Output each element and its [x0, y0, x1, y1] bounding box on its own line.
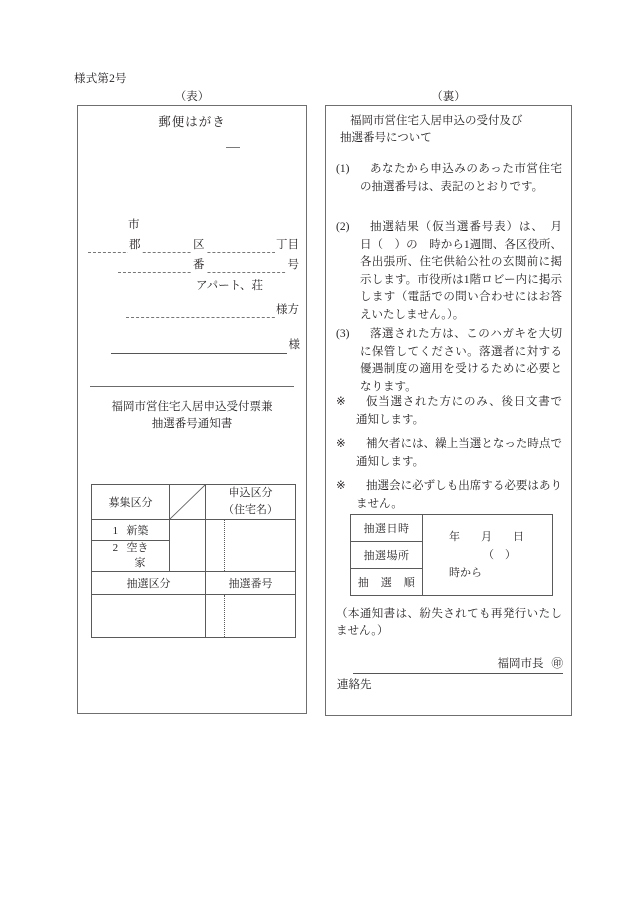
front-form-title-line1: 福岡市営住宅入居申込受付票兼: [111, 401, 273, 413]
postcard-front: [77, 105, 307, 714]
notice-item-1-text: あなたから申込みのあった市営住宅の抽選番号は、表記のとおりです。: [360, 163, 562, 193]
cell-lottery-venue-label: 抽選場所: [351, 542, 423, 569]
address-sama-label: 様: [287, 337, 301, 354]
postcard-label: 郵便はがき: [158, 115, 226, 129]
notice-item-1: [336, 161, 562, 196]
notice-note-1: [336, 394, 562, 429]
table-row: [92, 485, 296, 520]
cell-diagonal-divider: [170, 485, 206, 520]
notice-item-2: [336, 219, 574, 324]
notice-item-2-text: 抽選結果（仮当選番号表）は、 月 日（ ）の 時から1週間、各区役所、各出張所、住宅供給公社の玄関前に掲示します。市役所は1階ロビー内に掲示します（電話での問い合わせにはお答えいたしません。）。: [360, 221, 574, 321]
lottery-value-line1: 年 月 日: [449, 531, 529, 543]
front-form-title: [78, 399, 306, 433]
cell-lottery-order-label: 抽 選 順: [351, 569, 423, 596]
back-side-caption: （裏）: [431, 91, 466, 103]
form-number: 様式第2号: [74, 73, 127, 85]
table-row: [92, 520, 296, 541]
address-line-samakata: [126, 302, 300, 319]
address-ban-label: 番: [192, 257, 206, 274]
front-divider: [90, 386, 294, 387]
back-form-title-line1: 福岡市営住宅入居申込の受付及び: [350, 115, 523, 127]
lottery-schedule-table: [350, 514, 553, 596]
notice-note-2: [336, 436, 562, 471]
moushikomi-header-line1: 申込区分: [228, 487, 273, 499]
address-recipient-name-line: [111, 337, 300, 354]
note-2-marker-icon: ※: [336, 438, 346, 450]
mayor-signature-line: [353, 655, 563, 674]
moushikomi-header-line2: （住宅名）: [223, 504, 278, 516]
note-3-text: 抽選会に必ずしも出席する必要はありません。: [356, 480, 562, 510]
category-1-label: 新築: [126, 525, 149, 537]
notice-item-2-marker: (2): [336, 221, 350, 233]
table-row: [92, 595, 296, 638]
category-2-number: 2: [112, 542, 119, 554]
cell-boshu-kubun-header: 募集区分: [92, 485, 170, 520]
notice-item-3-text: 落選された方は、このハガキを大切に保管してください。落選者に対する優遇制度の適用を受けるために必要となります。: [360, 328, 562, 393]
cell-moushikomi-kubun-header: [206, 485, 296, 520]
postcard-back: [325, 105, 572, 716]
note-3-marker-icon: ※: [336, 480, 346, 492]
address-line-ban-gou: [118, 257, 300, 274]
reissue-disclaimer: （本通知書は、紛失されても再発行いたしません。）: [336, 608, 562, 637]
notice-item-3-marker: (3): [336, 328, 350, 340]
category-2-label-line1: 空き: [126, 542, 149, 554]
address-line-gun-ku-chome: [88, 237, 300, 254]
address-chome-label: 丁目: [275, 237, 300, 254]
cell-category-row-1: [92, 520, 170, 541]
address-gou-label: 号: [287, 257, 301, 274]
cell-category-value-blank[interactable]: [170, 520, 206, 572]
address-ku-label: 区: [192, 237, 206, 254]
postal-code-dash-icon: [226, 147, 240, 148]
notice-item-1-marker: (1): [336, 163, 350, 175]
cell-chusen-bango-header: 抽選番号: [206, 572, 296, 595]
note-1-marker-icon: ※: [336, 396, 346, 408]
diagonal-line-icon: [170, 485, 205, 519]
cell-lottery-schedule-value[interactable]: [423, 515, 553, 596]
notice-note-3: [336, 478, 562, 513]
category-1-number: 1: [112, 525, 119, 537]
dotted-divider: [224, 520, 225, 571]
application-category-table: [91, 484, 296, 638]
cell-lottery-datetime-label: 抽選日時: [351, 515, 423, 542]
address-dash-line: [118, 272, 300, 273]
address-dash-line: [126, 317, 300, 318]
table-row: [351, 515, 553, 542]
contact-label: 連絡先: [337, 679, 372, 691]
notice-item-3: [336, 326, 562, 396]
address-samakata-label: 様方: [275, 302, 300, 319]
cell-chusen-kubun-header: 抽選区分: [92, 572, 206, 595]
seal-icon: ㊞: [551, 658, 563, 670]
back-form-title: [340, 113, 561, 147]
cell-chusen-bango-blank[interactable]: [206, 595, 296, 638]
address-gun-label: 郡: [128, 237, 142, 254]
cell-housing-name-blank[interactable]: [206, 520, 296, 572]
dotted-divider: [224, 595, 225, 637]
note-2-text: 補欠者には、繰上当選となった時点で通知します。: [356, 438, 562, 468]
address-apartment-label: アパート、荘: [196, 280, 264, 292]
table-row: [92, 572, 296, 595]
mayor-label: 福岡市長: [497, 658, 544, 670]
cell-chusen-kubun-blank[interactable]: [92, 595, 206, 638]
cell-category-row-2: [92, 541, 170, 572]
front-form-title-line2: 抽選番号通知書: [151, 418, 233, 430]
recipient-name-rule: [111, 353, 300, 354]
lottery-value-line2: （ ）: [483, 549, 516, 561]
note-1-text: 仮当選された方にのみ、後日文書で通知します。: [356, 396, 562, 426]
back-form-title-line2: 抽選番号について: [340, 132, 432, 144]
address-city-label: 市: [128, 219, 140, 231]
front-side-caption: （表）: [174, 91, 210, 103]
lottery-value-line3: 時から: [449, 567, 482, 579]
category-2-label-line2: 家: [134, 557, 146, 569]
